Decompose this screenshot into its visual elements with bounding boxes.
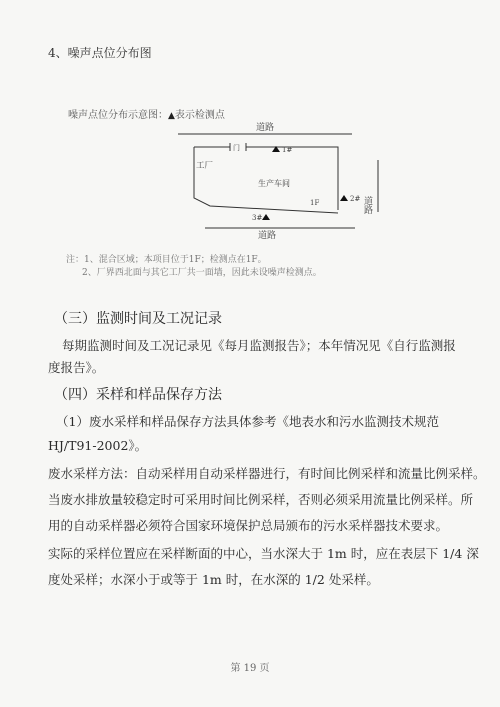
road-top-label: 道路: [256, 123, 275, 133]
triangle-marker-icon: ▲: [168, 111, 175, 121]
noise-point-3-icon: [262, 214, 270, 220]
noise-point-2-icon: [340, 195, 348, 201]
page-number: 第 19 页: [230, 663, 270, 674]
section-4-line-6: 实际的采样位置应在采样断面的中心，当水深大于 1m 时，应在表层下 1/4 深: [48, 546, 479, 561]
section-4-line-7: 度处采样；水深小于或等于 1m 时，在水深的 1/2 处采样。: [48, 572, 379, 587]
road-bottom-label: 道路: [258, 231, 277, 241]
diagram-caption-text: 噪声点位分布示意图：: [68, 110, 168, 121]
section-3-line-2: 度报告》。: [48, 360, 105, 375]
diagram-note-1: 注：1、混合区域；本项目位于1F；检测点在1F。: [66, 255, 267, 265]
factory-label: 工厂: [196, 161, 214, 171]
noise-point-3-label: 3#: [252, 214, 263, 222]
floor-label: 1F: [310, 199, 320, 207]
section-3-line-1: 每期监测时间及工况记录见《每月监测报告》；本年情况见《自行监测报: [62, 338, 456, 353]
noise-point-2-label: 2#: [350, 195, 361, 203]
section-4-line-5: 用的自动采样器必须符合国家环境保护总局颁布的污水采样器技术要求。: [48, 518, 449, 533]
gate-label: 门: [233, 144, 240, 152]
section-4-line-1: （1）废水采样和样品保存方法具体参考《地表水和污水监测技术规范: [56, 414, 439, 429]
section-4-line-3: 废水采样方法：自动采样用自动采样器进行，有时间比例采样和流量比例采样。: [48, 466, 486, 481]
noise-point-1-label: 1#: [282, 146, 293, 154]
diagram-note-2: 2、厂界西北面与其它工厂共一面墙，因此未设噪声检测点。: [82, 268, 322, 278]
section-4-title: （四）采样和样品保存方法: [54, 387, 222, 403]
section-4-line-4: 当废水排放量较稳定时可采用时间比例采样，否则必须采用流量比例采样。所: [48, 492, 474, 507]
section-4-line-2: HJ/T91-2002》。: [48, 438, 148, 453]
diagram-caption-marker-text: 表示检测点: [174, 110, 225, 121]
workshop-label: 生产车间: [258, 179, 290, 188]
road-right-label: 道路: [362, 196, 372, 214]
section-3-title: （三）监测时间及工况记录: [54, 311, 222, 327]
section-4-heading: 4、噪声点位分布图: [48, 46, 152, 60]
